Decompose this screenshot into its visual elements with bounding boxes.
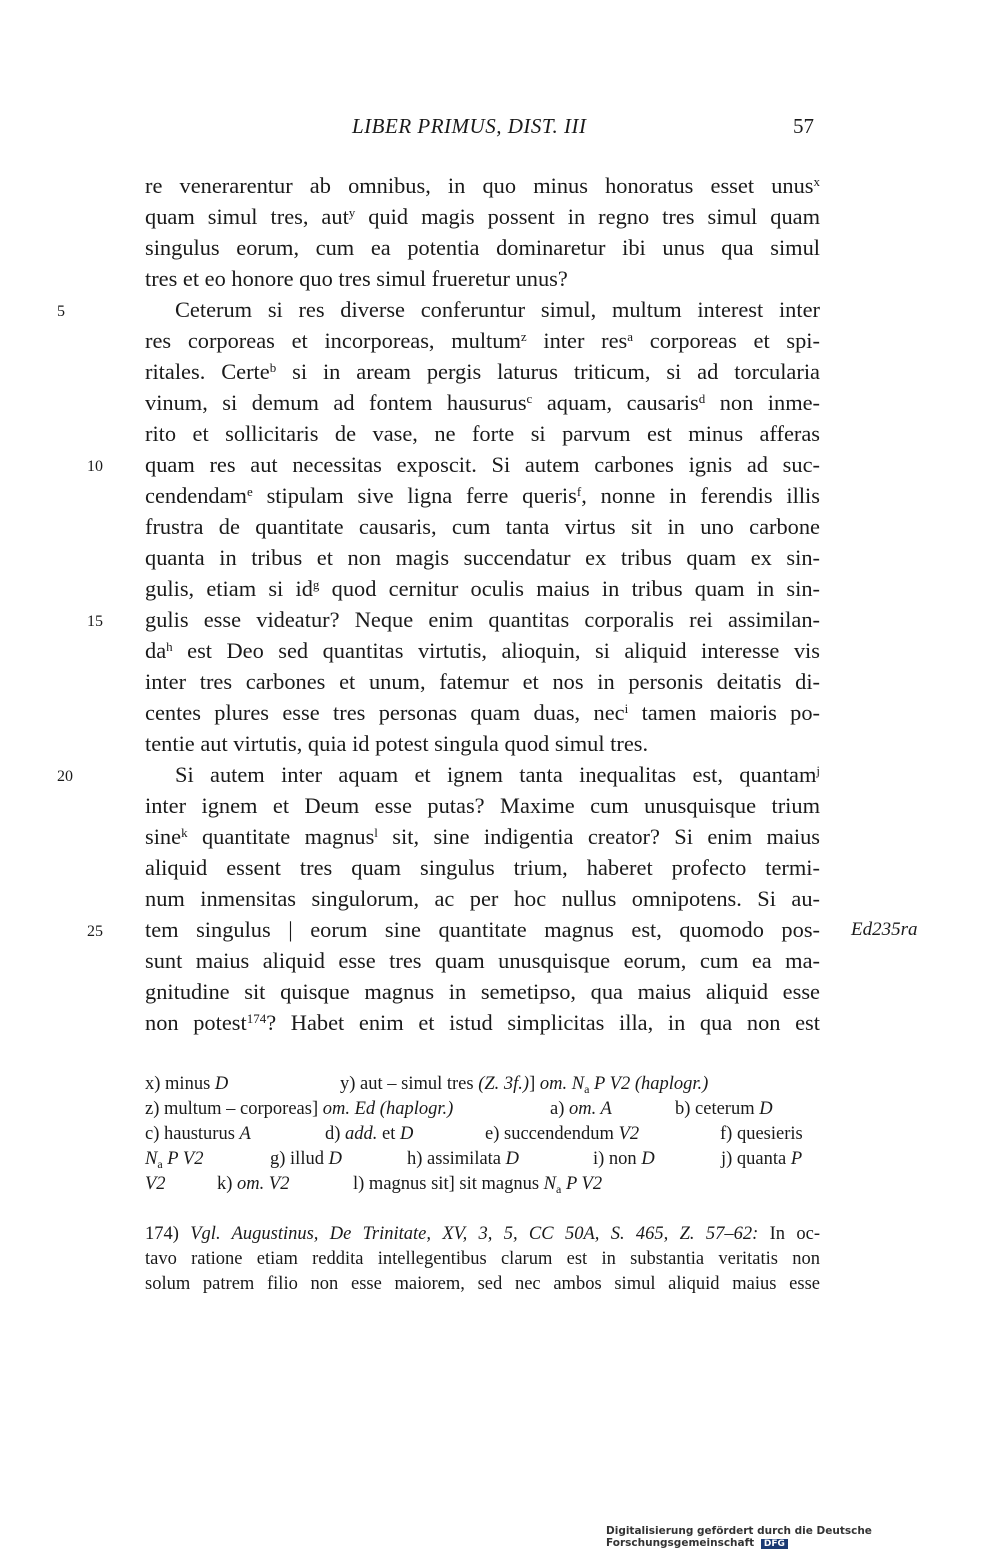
- text-run: vinum, si demum ad fontem hausurus: [145, 390, 527, 415]
- text-run: centes plures esse tres personas quam duas, nec: [145, 700, 625, 725]
- note-marker: y: [348, 205, 356, 220]
- apparatus-entry: [145, 1172, 166, 1197]
- text-run: 174): [145, 1224, 191, 1244]
- text-run: solum patrem filio non esse maiorem, sed nec ambos simul aliquid maius esse: [145, 1274, 820, 1294]
- footnote-line: [145, 1222, 820, 1247]
- text-run: e) succendendum: [485, 1124, 619, 1144]
- apparatus-entry: [407, 1147, 519, 1172]
- apparatus-entry: [270, 1147, 342, 1172]
- text-run: quantitate magnus: [187, 824, 375, 849]
- text-run: gulis esse videatur? Neque enim quantitas corporalis rei assimilan-: [145, 607, 820, 632]
- text-run: Vgl. Augustinus, De Trinitate, XV, 3, 5, CC 50A, S. 465, Z. 57–62:: [190, 1224, 759, 1244]
- text-line: [145, 573, 820, 604]
- text-run: b) ceterum: [675, 1099, 760, 1119]
- text-run: P V2 (haplogr.): [589, 1074, 709, 1094]
- text-line: [87, 604, 820, 635]
- text-line: [145, 387, 820, 418]
- running-header: [0, 114, 1000, 144]
- text-run: A: [239, 1124, 251, 1144]
- critical-apparatus: [145, 1072, 820, 1197]
- apparatus-line: [145, 1097, 820, 1122]
- text-run: si in aream pergis laturus triticum, si ad torcularia: [276, 359, 820, 384]
- note-marker: k: [181, 825, 188, 840]
- text-line: [87, 914, 918, 945]
- apparatus-entry: [353, 1172, 602, 1197]
- note-marker: 174: [246, 1011, 267, 1026]
- dfg-logo: DFG: [761, 1539, 788, 1549]
- subscript: a: [556, 1182, 562, 1196]
- text-line: [145, 356, 820, 387]
- text-line: [145, 728, 820, 759]
- footnote-line: [145, 1272, 820, 1297]
- text-run: P V2: [162, 1149, 204, 1169]
- subscript: a: [157, 1157, 163, 1171]
- apparatus-line: [145, 1172, 820, 1197]
- text-run: aquam, causaris: [532, 390, 699, 415]
- text-run: est Deo sed quantitas virtutis, alioquin, si aliquid interesse vis: [172, 638, 820, 663]
- text-run: c) hausturus: [145, 1124, 240, 1144]
- text-line: [145, 666, 820, 697]
- text-run: tentie aut virtutis, quia id potest singula quod simul tres.: [145, 731, 649, 756]
- text-run: inter tres carbones et unum, fatemur et nos in personis deitatis di-: [145, 669, 820, 694]
- text-run: P V2: [561, 1174, 603, 1194]
- text-run: sit, sine indigentia creator? Si enim maius: [377, 824, 820, 849]
- text-run: N: [543, 1174, 556, 1194]
- line-number: 10: [87, 458, 103, 475]
- subscript: a: [584, 1082, 590, 1096]
- note-marker: e: [246, 484, 253, 499]
- text-run: quod cernitur oculis maius in tribus quam in sin-: [319, 576, 820, 601]
- text-run: cendendam: [145, 483, 247, 508]
- text-run: gulis, etiam si id: [145, 576, 313, 601]
- text-run: P: [790, 1149, 803, 1169]
- apparatus-entry: [145, 1122, 251, 1147]
- text-run: stipulam sive ligna ferre queris: [252, 483, 577, 508]
- note-marker: x: [813, 174, 820, 189]
- note-marker: f: [576, 484, 582, 499]
- text-run: inter res: [526, 328, 628, 353]
- text-run: add.: [345, 1124, 378, 1144]
- apparatus-line: [145, 1072, 820, 1097]
- text-line: [145, 511, 820, 542]
- text-line: [145, 170, 820, 201]
- text-run: D: [505, 1149, 520, 1169]
- text-line: [145, 945, 820, 976]
- text-run: D: [400, 1124, 414, 1144]
- text-run: (Z. 3f.): [478, 1074, 530, 1094]
- text-run: om. N: [539, 1074, 585, 1094]
- text-run: om. V2: [237, 1174, 290, 1194]
- note-marker: z: [520, 329, 527, 344]
- text-run: sine: [145, 824, 182, 849]
- text-line: [145, 790, 820, 821]
- text-run: D: [759, 1099, 773, 1119]
- text-run: inter ignem et Deum esse putas? Maxime cum unusquisque trium: [145, 793, 820, 818]
- text-run: j) quanta: [721, 1149, 791, 1169]
- apparatus-entry: [721, 1147, 802, 1172]
- apparatus-line: [145, 1147, 820, 1172]
- text-run: V2: [145, 1174, 166, 1194]
- line-number: 25: [87, 923, 103, 940]
- margin-folio-reference: Ed235ra: [851, 919, 918, 940]
- apparatus-entry: [675, 1097, 773, 1122]
- text-line: [87, 449, 820, 480]
- text-line: [145, 542, 820, 573]
- text-run: quid magis possent in regno tres simul quam: [355, 204, 820, 229]
- apparatus-entry: [485, 1122, 639, 1147]
- footnote-line: [145, 1247, 820, 1272]
- apparatus-line: [145, 1122, 820, 1147]
- text-run: singulus eorum, cum ea potentia dominaretur ibi unus qua simul: [145, 235, 820, 260]
- text-line: [145, 418, 820, 449]
- text-run: frustra de quantitate causaris, cum tanta virtus sit in uno carbone: [145, 514, 820, 539]
- line-number: 20: [57, 768, 73, 785]
- text-run: tres et eo honore quo tres simul frueretur unus?: [145, 266, 568, 291]
- apparatus-entry: [325, 1122, 413, 1147]
- text-run: N: [145, 1149, 158, 1169]
- note-marker: a: [627, 329, 634, 344]
- note-marker: d: [698, 391, 706, 406]
- line-number: 15: [87, 613, 103, 630]
- text-run: ritales. Certe: [145, 359, 270, 384]
- text-run: g) illud: [270, 1149, 329, 1169]
- text-line: [145, 1007, 820, 1038]
- text-run: re venerarentur ab omnibus, in quo minus honoratus esset unus: [145, 173, 814, 198]
- text-run: y) aut – simul tres: [340, 1074, 479, 1094]
- digitization-note: [606, 1525, 1000, 1549]
- apparatus-entry: [145, 1147, 203, 1172]
- text-line: [145, 697, 820, 728]
- text-run: res corporeas et incorporeas, multum: [145, 328, 521, 353]
- text-line: [145, 201, 820, 232]
- text-run: rito et sollicitaris de vase, ne forte si parvum est minus afferas: [145, 421, 820, 446]
- text-run: d): [325, 1124, 346, 1144]
- text-line: [145, 635, 820, 666]
- text-run: non inme-: [705, 390, 821, 415]
- apparatus-entry: [340, 1072, 708, 1097]
- text-run: Si autem inter aquam et ignem tanta inequalitas est, quantam: [175, 762, 817, 787]
- text-run: ? Habet enim et istud simplicitas illa, in qua non est: [266, 1010, 820, 1035]
- text-run: quam simul tres, aut: [145, 204, 349, 229]
- text-line: [145, 883, 820, 914]
- text-run: a): [550, 1099, 569, 1119]
- line-number: 5: [57, 303, 65, 320]
- note-marker: b: [269, 360, 277, 375]
- text-run: Ceterum si res diverse conferuntur simul, multum interest inter: [175, 297, 820, 322]
- text-run: om. A: [569, 1099, 612, 1119]
- text-run: V2: [618, 1124, 640, 1144]
- text-line: [145, 325, 820, 356]
- text-line: [145, 263, 820, 294]
- text-run: tamen maioris po-: [628, 700, 821, 725]
- running-title: LIBER PRIMUS, DIST. III: [352, 114, 587, 138]
- text-run: l) magnus sit] sit magnus: [353, 1174, 544, 1194]
- text-line: [57, 759, 820, 790]
- text-run: ]: [529, 1074, 540, 1094]
- text-run: i) non: [593, 1149, 642, 1169]
- text-run: h) assimilata: [407, 1149, 506, 1169]
- text-run: da: [145, 638, 167, 663]
- text-line: [57, 294, 820, 325]
- apparatus-entry: [145, 1097, 453, 1122]
- page-number: 57: [793, 114, 814, 138]
- text-line: [145, 480, 820, 511]
- note-marker: h: [166, 639, 173, 654]
- text-line: [145, 976, 820, 1007]
- text-line: [145, 232, 820, 263]
- text-run: quanta in tribus et non magis succendatur ex tribus quam ex sin-: [145, 545, 820, 570]
- note-marker: c: [526, 391, 533, 406]
- text-run: k): [217, 1174, 238, 1194]
- text-run: sunt maius aliquid esse tres quam unusquisque eorum, cum ea ma-: [145, 948, 820, 973]
- note-marker: l: [374, 825, 378, 840]
- text-run: aliquid essent tres quam singulus trium, haberet profecto termi-: [145, 855, 820, 880]
- text-run: In oc-: [758, 1224, 820, 1244]
- text-run: D: [214, 1074, 229, 1094]
- text-run: D: [641, 1149, 655, 1169]
- apparatus-entry: [217, 1172, 289, 1197]
- text-line: [145, 821, 820, 852]
- text-run: corporeas et spi-: [633, 328, 820, 353]
- text-run: num inmensitas singulorum, ac per hoc nullus omnipotens. Si au-: [145, 886, 820, 911]
- text-run: f) quesieris: [720, 1124, 803, 1144]
- text-run: gnitudine sit quisque magnus in semetipso, qua maius aliquid esse: [145, 979, 820, 1004]
- note-marker: g: [312, 577, 320, 592]
- text-run: D: [328, 1149, 342, 1169]
- apparatus-entry: [550, 1097, 612, 1122]
- note-marker: j: [816, 763, 820, 778]
- text-run: , nonne in ferendis illis: [581, 483, 820, 508]
- apparatus-entry: [145, 1072, 228, 1097]
- text-line: [145, 852, 820, 883]
- note-marker: i: [624, 701, 629, 716]
- text-run: et: [377, 1124, 401, 1144]
- digitization-note-text: Digitalisierung gefördert durch die Deutsche Forschungsgemeinschaft: [606, 1525, 872, 1549]
- source-footnote: [145, 1222, 820, 1297]
- apparatus-entry: [720, 1122, 803, 1147]
- text-run: om. Ed (haplogr.): [322, 1099, 454, 1119]
- text-run: z) multum – corporeas]: [145, 1099, 323, 1119]
- text-run: tem singulus | eorum sine quantitate magnus est, quomodo pos-: [145, 917, 820, 942]
- text-run: quam res aut necessitas exposcit. Si autem carbones ignis ad suc-: [145, 452, 820, 477]
- text-run: tavo ratione etiam reddita intellegentibus clarum est in substantia veritatis non: [145, 1249, 820, 1269]
- apparatus-entry: [593, 1147, 655, 1172]
- text-run: x) minus: [145, 1074, 215, 1094]
- text-run: non potest: [145, 1010, 247, 1035]
